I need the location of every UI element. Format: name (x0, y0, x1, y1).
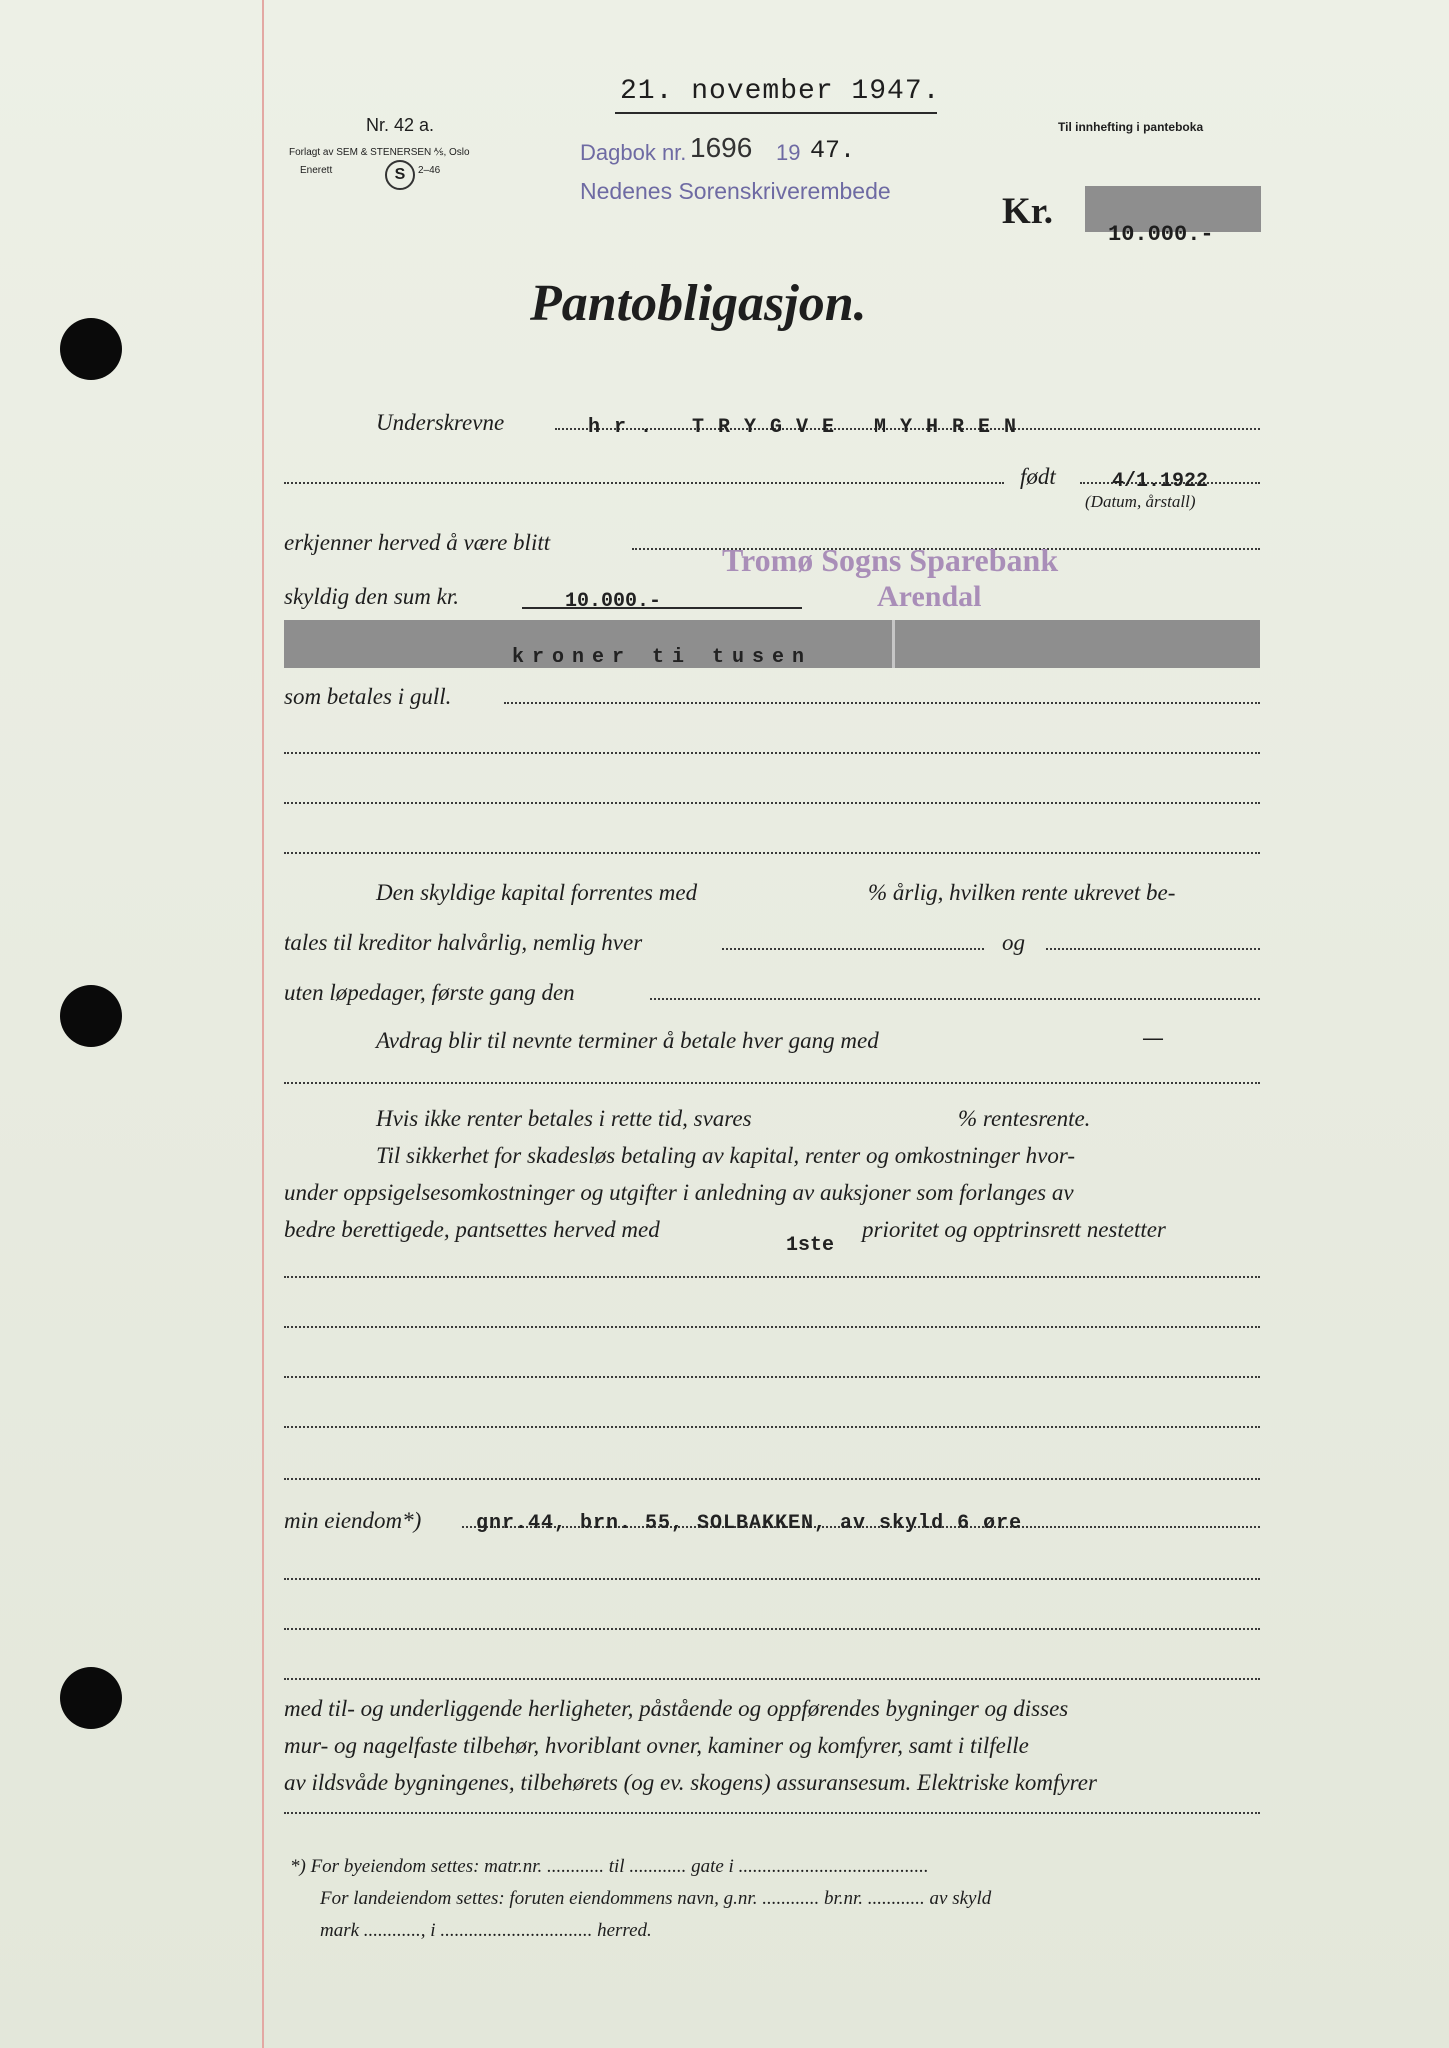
interest-text-2b: og (1002, 930, 1025, 955)
dotted-line (284, 1326, 1260, 1328)
dagbok-year-prefix: 19 (776, 140, 801, 165)
undersigned-value: hr. TRYGVE MYHREN (588, 416, 1031, 439)
security-text-2: under oppsigelsesomkostninger og utgifter i anledning av auksjoner som forlanges av (284, 1180, 1074, 1205)
dotted-line (504, 702, 1260, 704)
red-margin-line (262, 0, 264, 2048)
dotted-line (284, 482, 1004, 484)
avdrag-value: — (1142, 1026, 1164, 1051)
date-underline (615, 112, 937, 114)
owing-underline (522, 607, 802, 609)
dagbok-number: 1696 (690, 132, 753, 163)
publisher-code: 2–46 (418, 165, 441, 176)
interest-text-2a: tales til kreditor halvårlig, nemlig hver (284, 930, 643, 955)
avdrag-text: Avdrag blir til nevnte terminer å betale hver gang med (376, 1028, 879, 1053)
appurtenances-text-2: mur- og nagelfaste tilbehør, hvoriblant ovner, kaminer og komfyrer, samt i tilfelle (284, 1733, 1029, 1758)
office-stamp: Nedenes Sorenskriverembede (580, 178, 891, 204)
interest-text-3: uten løpedager, første gang den (284, 980, 575, 1005)
security-text-3a: bedre berettigede, pantsettes herved med (284, 1217, 660, 1242)
kroner-words: kroner ti tusen (512, 646, 813, 669)
undersigned-label: Underskrevne (376, 410, 505, 435)
publisher-line: Forlagt av SEM & STENERSEN ⅍, Oslo (289, 147, 470, 158)
dotted-line (284, 1082, 1260, 1084)
born-hint: (Datum, årstall) (1085, 492, 1196, 511)
appurtenances-text-1: med til- og underliggende herligheter, påstående og oppførendes bygninger og disses (284, 1696, 1069, 1721)
payable-label: som betales i gull. (284, 684, 452, 709)
creditor-stamp: Tromø Sogns Sparebank (722, 542, 1059, 578)
dotted-line (284, 752, 1260, 754)
rente-text-b: % rentesrente. (958, 1106, 1091, 1131)
dotted-line (284, 852, 1260, 854)
creditor-city-stamp: Arendal (877, 580, 982, 613)
interest-text-1b: % årlig, hvilken rente ukrevet be- (868, 880, 1176, 905)
dotted-line (284, 1578, 1260, 1580)
dagbok-year: 47. (810, 136, 856, 165)
priority-value: 1ste (786, 1234, 835, 1257)
footnote-line-2: For landeiendom settes: foruten eiendommens navn, g.nr. ............ br.nr. ............ av skyld (320, 1888, 992, 1909)
property-label: min eiendom*) (284, 1508, 422, 1533)
security-text-3b: prioritet og opptrinsrett nestetter (862, 1217, 1166, 1242)
amount-value: 10.000.- (1108, 222, 1214, 247)
dotted-line (1046, 948, 1260, 950)
punch-hole-icon (60, 318, 122, 380)
born-value: 4/1.1922 (1112, 470, 1209, 493)
kroner-band-divider (892, 620, 895, 668)
amount-label: Kr. (1002, 191, 1054, 232)
dotted-line (284, 1678, 1260, 1680)
dotted-line (722, 948, 984, 950)
acknowledge-label: erkjenner herved å være blitt (284, 530, 551, 555)
interest-text-1a: Den skyldige kapital forrentes med (376, 880, 698, 905)
footnote-line-1: *) For byeiendom settes: matr.nr. ............ til ............ gate i ........................................ (290, 1856, 929, 1877)
dotted-line (284, 1276, 1260, 1278)
form-number: Nr. 42 a. (366, 115, 435, 135)
publisher-enerett: Enerett (300, 165, 333, 176)
publisher-logo-icon: S (385, 160, 415, 190)
dotted-line (650, 998, 1260, 1000)
punch-hole-icon (60, 1667, 122, 1729)
punch-hole-icon (60, 985, 122, 1047)
appurtenances-text-3: av ildsvåde bygningenes, tilbehørets (og ev. skogens) assuransesum. Elektriske komfyrer (284, 1770, 1097, 1795)
dotted-line (284, 1812, 1260, 1814)
security-text-1: Til sikkerhet for skadesløs betaling av kapital, renter og omkostninger hvor- (376, 1143, 1076, 1168)
dotted-line (284, 1376, 1260, 1378)
born-label: født (1020, 464, 1056, 489)
document-title: Pantobligasjon. (530, 275, 867, 332)
rente-text-a: Hvis ikke renter betales i rette tid, svares (376, 1106, 752, 1131)
date-line: 21. november 1947. (620, 76, 941, 107)
dotted-line (284, 1478, 1260, 1480)
dotted-line (284, 1628, 1260, 1630)
binding-note: Til innhefting i panteboka (1058, 120, 1204, 134)
dotted-line (284, 1426, 1260, 1428)
owing-value: 10.000.- (565, 590, 662, 613)
dotted-line (284, 802, 1260, 804)
property-value: gnr.44, brn. 55, SOLBAKKEN, av skyld 6 øre (476, 1512, 1023, 1535)
owing-label: skyldig den sum kr. (284, 584, 460, 609)
footnote-line-3: mark ............, i ................................ herred. (320, 1920, 652, 1941)
dagbok-label: Dagbok nr. (580, 140, 687, 165)
